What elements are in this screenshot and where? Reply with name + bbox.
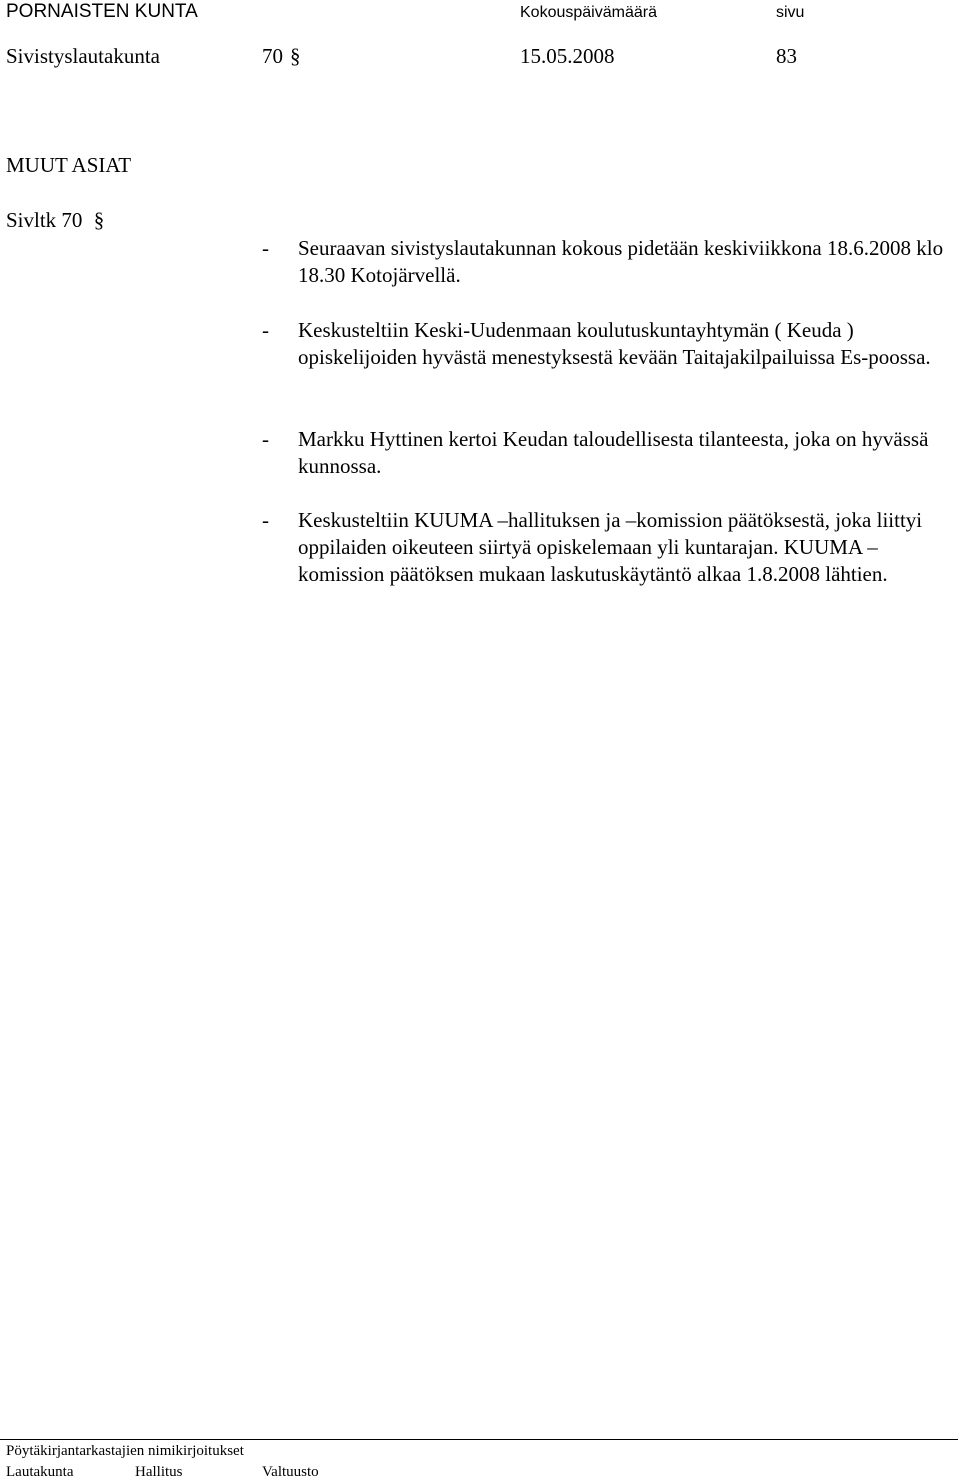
item-4-text: Keskusteltiin KUUMA –hallituksen ja –komission päätöksestä, joka liittyi oppilaiden oikeuteen siirtyä opiskelemaan yli kuntarajan. KUUMA –komission päätöksen mukaan laskutuskäytäntö alkaa 1.8.2008 lähtien. <box>298 508 923 586</box>
item-1-text: Seuraavan sivistyslautakunnan kokous pidetään keskiviikkona 18.6.2008 klo 18.30 Kotojärvellä. <box>298 236 944 287</box>
footer-council: Valtuusto <box>262 1464 319 1480</box>
page-label: sivu <box>776 4 805 21</box>
item-3-text: Markku Hyttinen kertoi Keudan taloudellisesta tilanteesta, joka on hyvässä kunnossa. <box>298 427 929 478</box>
item-1-bullet: - <box>262 236 269 260</box>
page-number: 83 <box>776 44 797 68</box>
meeting-date-label: Kokouspäivämäärä <box>520 4 657 21</box>
section-sign: § <box>290 44 301 68</box>
item-2-text: Keskusteltiin Keski-Uudenmaan koulutuskuntayhtymän ( Keuda ) opiskelijoiden hyvästä menestyksestä kevään Taitajakilpailuissa Es-poossa. <box>298 318 931 369</box>
section-reference <box>6 208 104 233</box>
board-name: Sivistyslautakunta <box>6 44 160 68</box>
section-number: 70 <box>262 44 283 68</box>
section-reference-text: Sivltk 70 <box>6 208 83 232</box>
signatures-label: Pöytäkirjantarkastajien nimikirjoitukset <box>6 1443 244 1459</box>
section-title: MUUT ASIAT <box>6 153 132 177</box>
item-3-bullet: - <box>262 427 269 451</box>
item-2-bullet: - <box>262 318 269 342</box>
footer-government: Hallitus <box>135 1464 183 1480</box>
meeting-date: 15.05.2008 <box>520 44 615 68</box>
item-4-bullet: - <box>262 508 269 532</box>
footer-board: Lautakunta <box>6 1464 74 1480</box>
section-reference-sign: § <box>93 208 105 232</box>
footer-divider <box>0 1439 958 1440</box>
organization-name: PORNAISTEN KUNTA <box>6 1 198 22</box>
